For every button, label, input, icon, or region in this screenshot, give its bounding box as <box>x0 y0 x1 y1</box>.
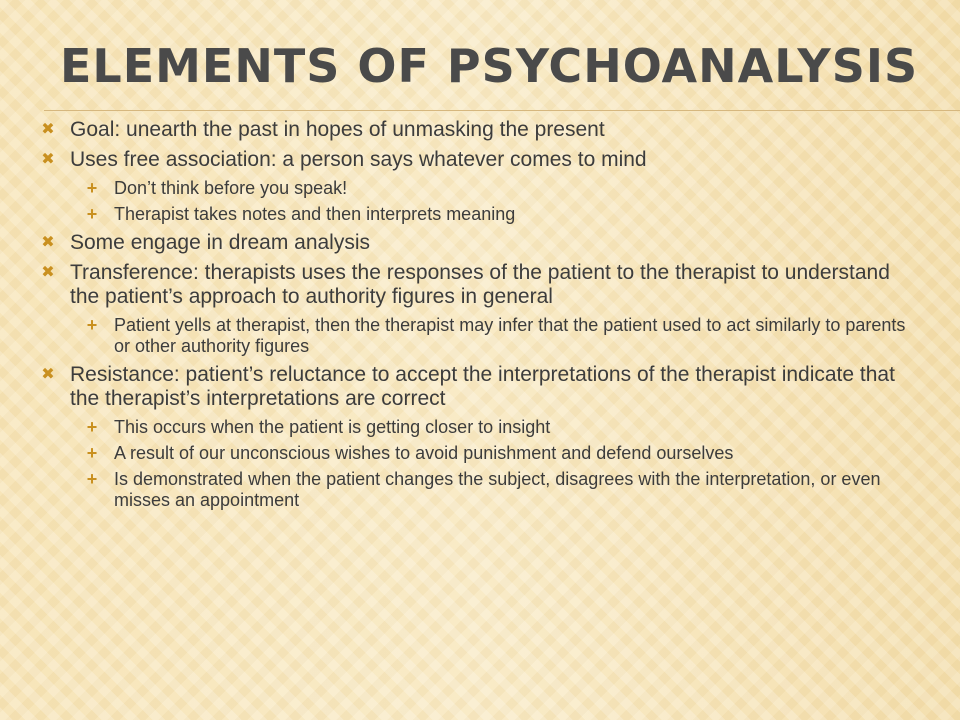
x-mark-icon: ✖ <box>41 234 55 251</box>
sub-bullet-text: Is demonstrated when the patient changes the subject, disagrees with the interpretation, or even misses an appointment <box>114 469 881 510</box>
plus-icon: + <box>86 417 98 437</box>
plus-icon: + <box>86 204 98 224</box>
sub-bullet-list <box>70 417 918 511</box>
bullet-item <box>38 118 918 142</box>
plus-icon: + <box>86 178 98 198</box>
sub-bullet-text: Don’t think before you speak! <box>114 178 348 198</box>
sub-bullet-item <box>70 469 918 511</box>
x-mark-icon: ✖ <box>41 121 55 138</box>
plus-icon: + <box>86 469 98 489</box>
x-mark-icon: ✖ <box>41 366 55 383</box>
sub-bullet-list <box>70 315 918 357</box>
bullet-list <box>38 116 918 517</box>
title-divider <box>44 110 960 111</box>
bullet-item <box>38 231 918 255</box>
slide-title: ELEMENTS OF PSYCHOANALYSIS <box>60 39 919 93</box>
sub-bullet-text: A result of our unconscious wishes to avoid punishment and defend ourselves <box>114 443 734 463</box>
sub-bullet-list <box>70 178 918 225</box>
bullet-text: Uses free association: a person says whatever comes to mind <box>70 148 647 171</box>
bullet-item <box>38 148 918 225</box>
plus-icon: + <box>86 315 98 335</box>
sub-bullet-text: This occurs when the patient is getting closer to insight <box>114 417 551 437</box>
bullet-text: Resistance: patient’s reluctance to accept the interpretations of the therapist indicate that the therapist’s interpretations are correct <box>70 363 895 410</box>
x-mark-icon: ✖ <box>41 151 55 168</box>
sub-bullet-item <box>70 204 918 225</box>
bullet-item <box>38 363 918 511</box>
sub-bullet-text: Therapist takes notes and then interprets meaning <box>114 204 516 224</box>
bullet-text: Transference: therapists uses the responses of the patient to the therapist to understand the patient’s approach to authority figures in general <box>70 261 890 308</box>
plus-icon: + <box>86 443 98 463</box>
bullet-text: Goal: unearth the past in hopes of unmasking the present <box>70 118 605 141</box>
sub-bullet-item <box>70 178 918 199</box>
bullet-text: Some engage in dream analysis <box>70 231 371 254</box>
sub-bullet-text: Patient yells at therapist, then the therapist may infer that the patient used to act similarly to parents or other authority figures <box>114 315 906 356</box>
sub-bullet-item <box>70 443 918 464</box>
sub-bullet-item <box>70 315 918 357</box>
x-mark-icon: ✖ <box>41 264 55 281</box>
sub-bullet-item <box>70 417 918 438</box>
bullet-item <box>38 261 918 357</box>
